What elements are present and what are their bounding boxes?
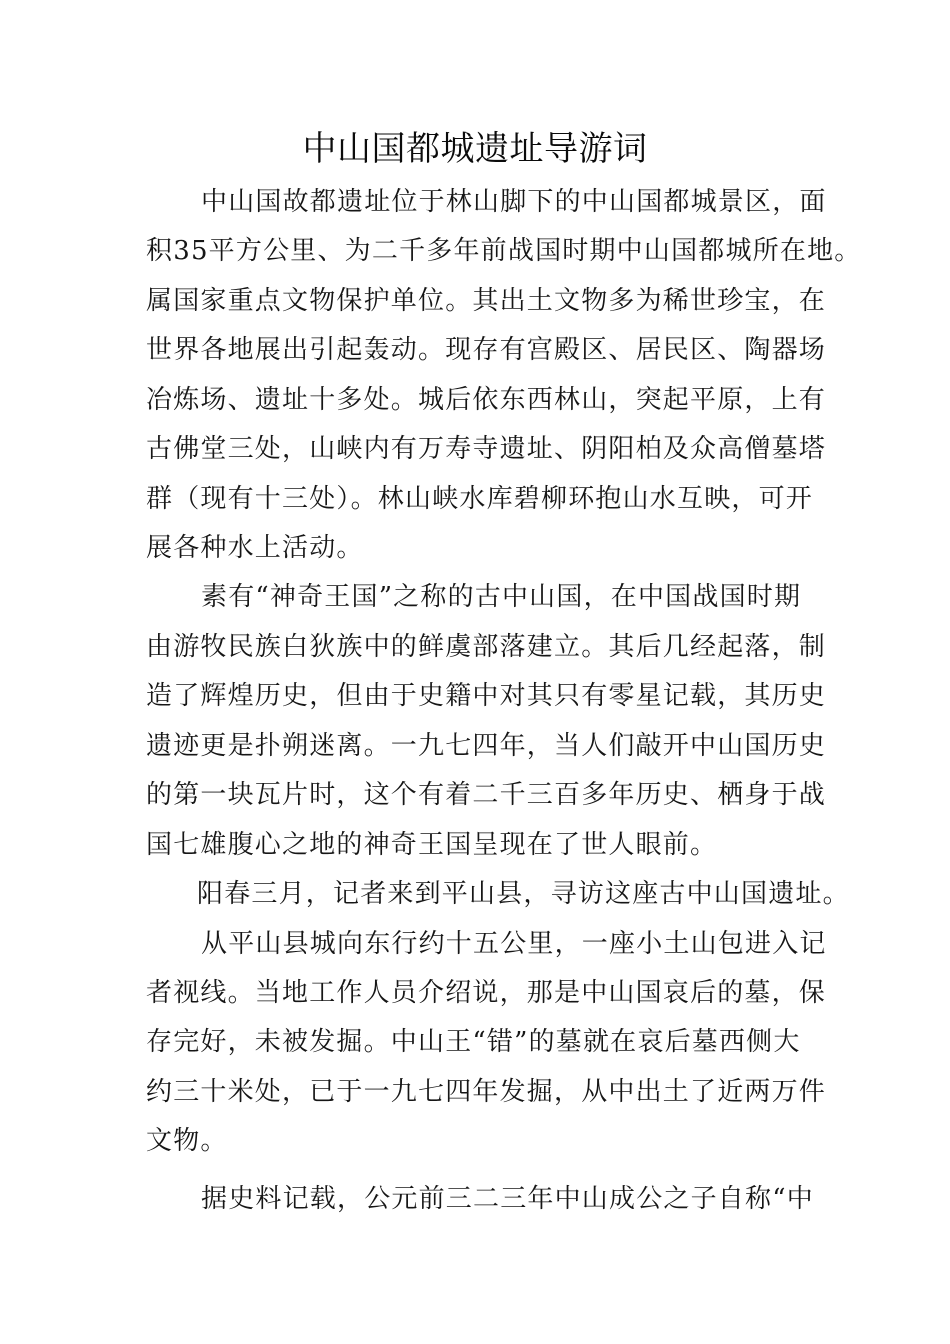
- text-line: 群（现有十三处）。林山峡水库碧柳环抱山水互映，可开: [146, 484, 814, 514]
- text-line: 中山国故都遗址位于林山脚下的中山国都城景区，面: [201, 187, 827, 217]
- text-line: 由游牧民族白狄族中的鲜虞部落建立。其后几经起落，制: [146, 632, 827, 662]
- text-line: 古佛堂三处，山峡内有万寿寺遗址、阴阳柏及众高僧墓塔: [146, 434, 827, 464]
- text-line: 文物。: [146, 1126, 228, 1156]
- text-line: 素有“神奇王国”之称的古中山国，在中国战国时期: [201, 582, 802, 612]
- text-line: 者视线。当地工作人员介绍说，那是中山国哀后的墓，保: [146, 978, 827, 1008]
- text-line: 展各种水上活动。: [146, 533, 364, 563]
- text-line: 世界各地展出引起轰动。现存有宫殿区、居民区、陶器场: [146, 335, 827, 365]
- text-line: 积35平方公里、为二千多年前战国时期中山国都城所在地。: [146, 236, 862, 266]
- text-line: 从平山县城向东行约十五公里，一座小土山包进入记: [201, 929, 827, 959]
- text-line: 属国家重点文物保护单位。其出土文物多为稀世珍宝，在: [146, 286, 827, 316]
- document-title: 中山国都城遗址导游词: [302, 129, 648, 169]
- text-line: 遗迹更是扑朔迷离。一九七四年，当人们敲开中山国历史: [146, 731, 827, 761]
- text-line: 存完好，未被发掘。中山王“错”的墓就在哀后墓西侧大: [146, 1027, 801, 1057]
- text-line: 据史料记载，公元前三二三年中山成公之子自称“中: [201, 1184, 814, 1214]
- text-line: 国七雄腹心之地的神奇王国呈现在了世人眼前。: [146, 830, 718, 860]
- text-line: 约三十米处，已于一九七四年发掘，从中出土了近两万件: [146, 1077, 827, 1107]
- text-line: 阳春三月，记者来到平山县，寻访这座古中山国遗址。: [197, 879, 850, 909]
- text-line: 冶炼场、遗址十多处。城后依东西林山，突起平原，上有: [146, 385, 827, 415]
- text-line: 造了辉煌历史，但由于史籍中对其只有零星记载，其历史: [146, 681, 827, 711]
- text-line: 的第一块瓦片时，这个有着二千三百多年历史、栖身于战: [146, 780, 827, 810]
